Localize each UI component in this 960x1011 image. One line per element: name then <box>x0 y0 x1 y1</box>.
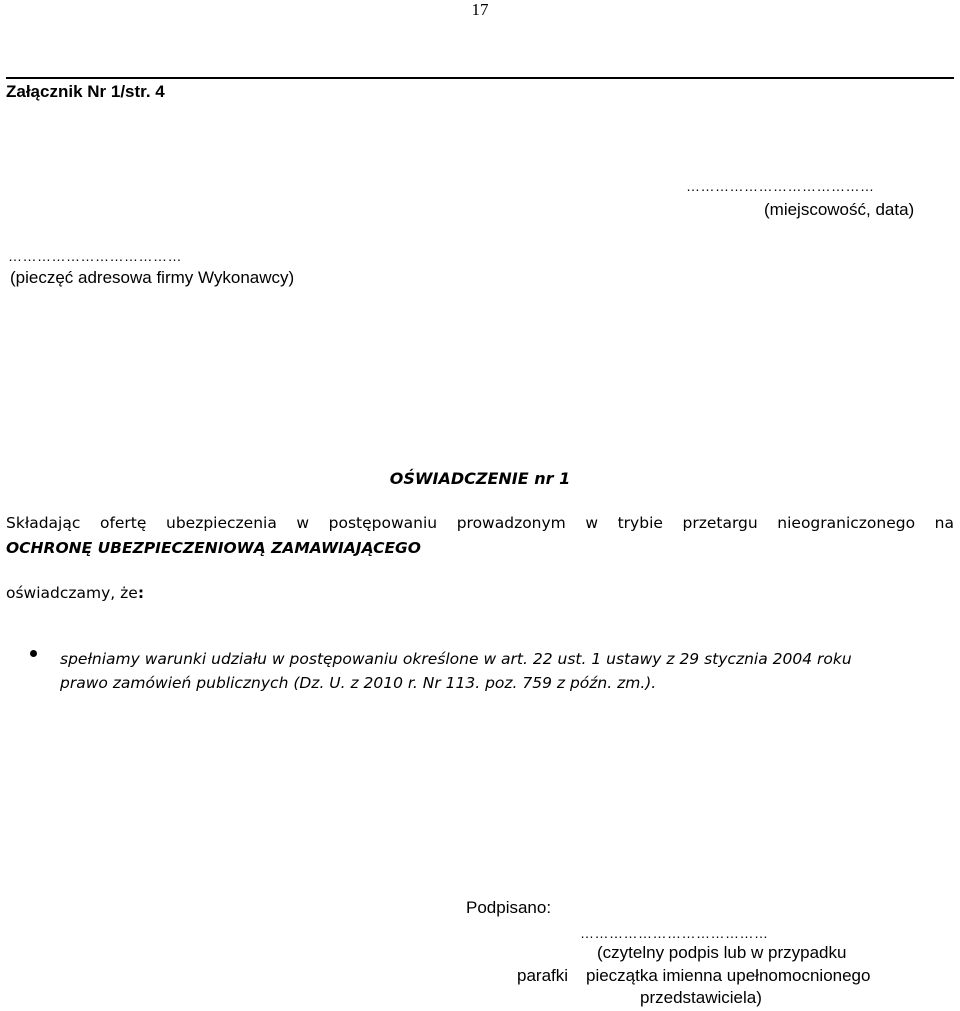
declaration-line <box>6 584 144 602</box>
document-title: OŚWIADCZENIE nr 1 <box>389 469 571 488</box>
condition-line-1: spełniamy warunki udziału w postępowaniu określone w art. 22 ust. 1 ustawy z 29 stycznia 2004 roku <box>60 650 852 668</box>
intro-line: Składając ofertę ubezpieczenia w postępowaniu prowadzonym w trybie przetargu nieograniczonego na <box>6 514 954 532</box>
signature-caption-line-1: (czytelny podpis lub w przypadku <box>597 943 847 962</box>
signature-caption-line-3: przedstawiciela) <box>640 988 762 1007</box>
signed-label: Podpisano: <box>466 898 552 917</box>
place-date-label: (miejscowość, data) <box>764 200 915 219</box>
signature-caption-line-2: pieczątka imienna upełnomocnionego <box>586 966 871 985</box>
company-stamp-label: (pieczęć adresowa firmy Wykonawcy) <box>10 268 295 287</box>
declaration-colon: : <box>137 584 145 602</box>
place-date-dots: ………………………………… <box>686 178 875 194</box>
attachment-label: Załącznik Nr 1/str. 4 <box>6 82 165 101</box>
company-stamp-dots: ……………………………… <box>8 248 182 264</box>
header-rule <box>6 77 954 79</box>
page-number: 17 <box>471 0 489 19</box>
declaration-text: oświadczamy, że <box>6 584 138 602</box>
signature-parafki: parafki <box>517 966 569 985</box>
bullet-point <box>30 650 37 657</box>
procurement-subject: OCHRONĘ UBEZPIECZENIOWĄ ZAMAWIAJĄCEGO <box>6 539 421 557</box>
signature-dots: ………………………………… <box>580 925 769 941</box>
condition-line-2: prawo zamówień publicznych (Dz. U. z 2010 r. Nr 113. poz. 759 z późn. zm.). <box>60 674 657 692</box>
